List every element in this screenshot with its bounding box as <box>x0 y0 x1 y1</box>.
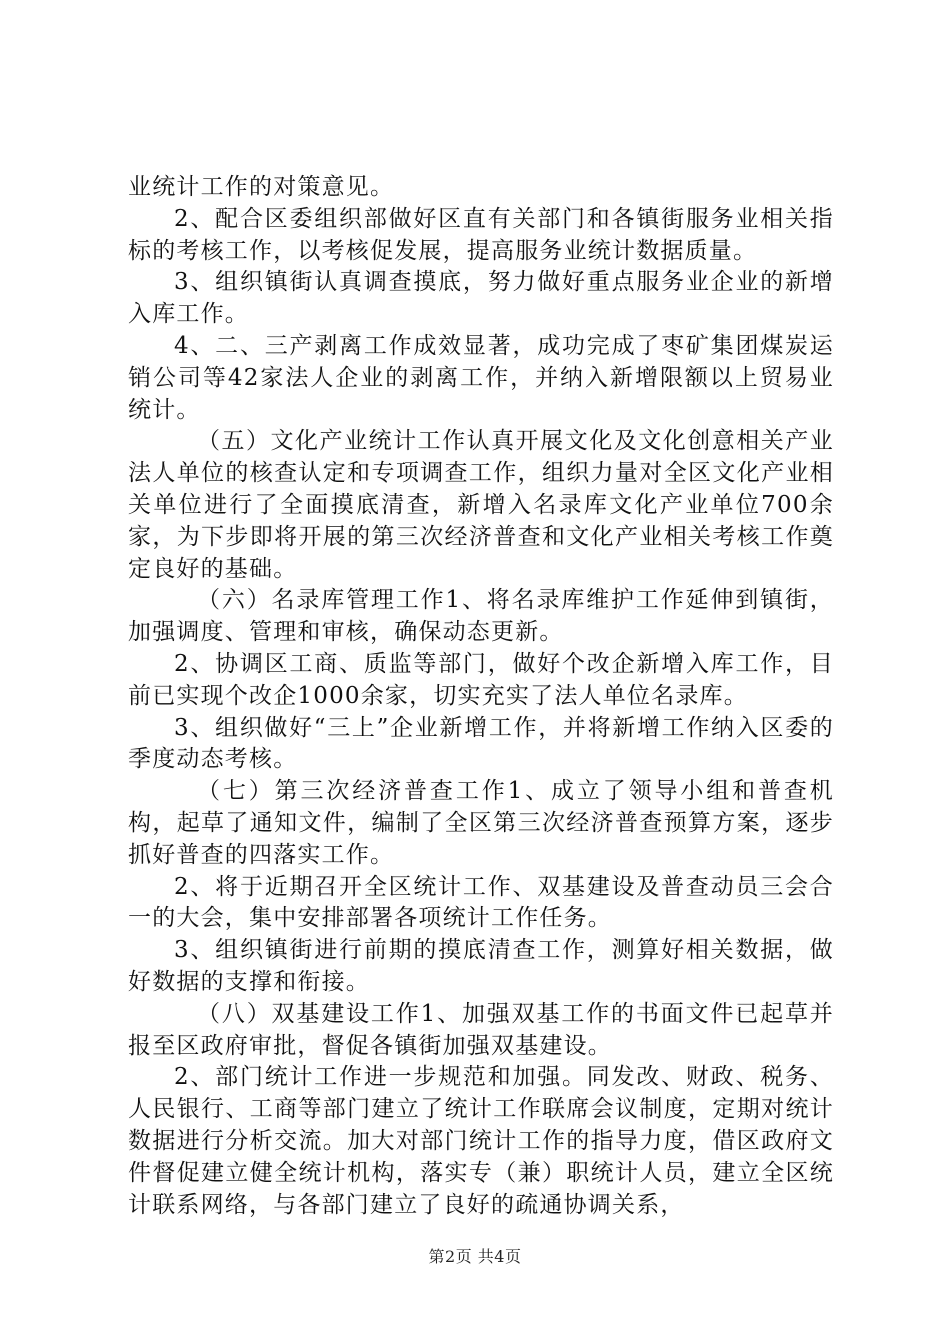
paragraph-2: 2、配合区委组织部做好区直有关部门和各镇街服务业相关指标的考核工作，以考核促发展，提高服务业统计数据质量。 <box>128 205 834 264</box>
document-body <box>128 172 834 1221</box>
paragraph-3: 3、组织镇街认真调查摸底，努力做好重点服务业企业的新增入库工作。 <box>128 269 834 328</box>
paragraph-8: 3、组织做好“三上”企业新增工作，并将新增工作纳入区委的季度动态考核。 <box>128 714 834 773</box>
paragraph-11: 3、组织镇街进行前期的摸底清查工作，测算好相关数据，做好数据的支撑和衔接。 <box>128 937 834 995</box>
paragraph-5: （五）文化产业统计工作认真开展文化及文化创意相关产业法人单位的核查认定和专项调查工作，组织力量对全区文化产业相关单位进行了全面摸底清查，新增入名录库文化产业单位700余家，为下步即将开展的第三次经济普查和文化产业相关考核工作奠定良好的基础。 <box>128 428 834 582</box>
paragraph-12: （八）双基建设工作1、加强双基工作的书面文件已起草并报至区政府审批，督促各镇街加强双基建设。 <box>128 1000 834 1059</box>
paragraph-4: 4、二、三产剥离工作成效显著，成功完成了枣矿集团煤炭运销公司等42家法人企业的剥离工作，并纳入新增限额以上贸易业统计。 <box>128 332 834 423</box>
paragraph-10: 2、将于近期召开全区统计工作、双基建设及普查动员三会合一的大会，集中安排部署各项统计工作任务。 <box>128 873 834 932</box>
paragraph-6: （六）名录库管理工作1、将名录库维护工作延伸到镇街，加强调度、管理和审核，确保动态更新。 <box>128 587 834 646</box>
page-number-footer: 第2页 共4页 <box>428 1247 522 1266</box>
paragraph-7: 2、协调区工商、质监等部门，做好个改企新增入库工作，目前已实现个改企1000余家，切实充实了法人单位名录库。 <box>128 650 834 709</box>
paragraph-1: 业统计工作的对策意见。 <box>128 174 395 200</box>
paragraph-9: （七）第三次经济普查工作1、成立了领导小组和普查机构，起草了通知文件，编制了全区第三次经济普查预算方案，逐步抓好普查的四落实工作。 <box>128 778 834 868</box>
paragraph-13: 2、部门统计工作进一步规范和加强。同发改、财政、税务、人民银行、工商等部门建立了统计工作联席会议制度，定期对统计数据进行分析交流。加大对部门统计工作的指导力度，借区政府文件督促建立健全统计机构，落实专（兼）职统计人员，建立全区统计联系网络，与各部门建立了良好的疏通协调关系， <box>128 1064 834 1218</box>
